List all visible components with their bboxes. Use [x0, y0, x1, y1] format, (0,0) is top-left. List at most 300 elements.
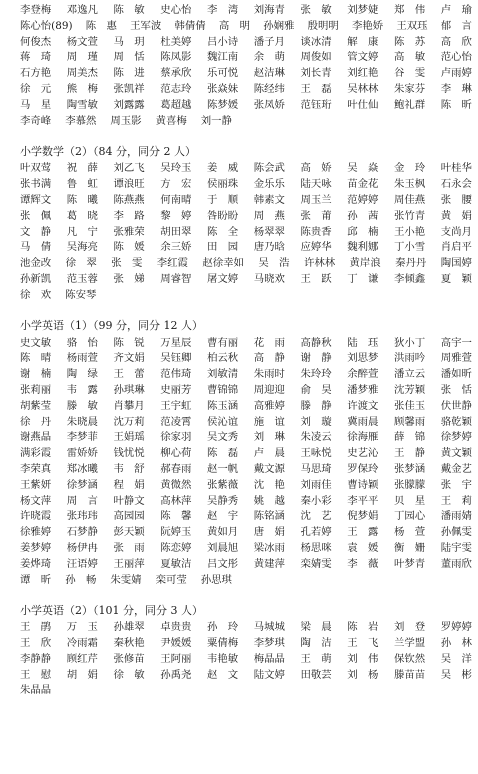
candidate-name: 叶静文 — [113, 494, 145, 507]
candidate-name: 范婷婷 — [347, 193, 379, 206]
candidate-name: 肖攀月 — [113, 399, 145, 412]
candidate-name: 史文敏 — [20, 336, 52, 349]
candidate-name: 范玉蓉 — [66, 272, 98, 285]
candidate-name: 朱晶晶 — [20, 684, 52, 697]
candidate-name: 袁 媛 — [347, 541, 379, 554]
candidate-name: 徐梦婷 — [440, 431, 472, 444]
candidate-name: 俞 昊 — [300, 383, 332, 396]
name-row — [20, 50, 472, 66]
candidate-name: 吴钰卿 — [160, 352, 192, 365]
candidate-name: 张 莆 — [300, 209, 332, 222]
candidate-name: 陶 绿 — [66, 368, 98, 381]
name-row — [20, 541, 472, 557]
candidate-name: 王咏悦 — [300, 447, 332, 460]
candidate-name: 陈心怡(89) — [20, 19, 73, 32]
candidate-name: 蒋 琦 — [20, 51, 52, 64]
candidate-name: 陈会武 — [253, 162, 285, 175]
candidate-name: 陆文婷 — [253, 668, 285, 681]
name-row — [20, 288, 472, 304]
candidate-name: 吴 浩 — [258, 257, 290, 270]
candidate-name: 徐雅婷 — [20, 526, 52, 539]
candidate-name: 胡田翠 — [160, 225, 192, 238]
candidate-name: 吴文秀 — [207, 431, 239, 444]
candidate-name: 李 路 — [113, 209, 145, 222]
candidate-name: 孙雄翠 — [113, 621, 145, 634]
candidate-name: 刘 伟 — [347, 652, 379, 665]
candidate-name: 韦 露 — [66, 383, 98, 396]
candidate-name: 黄喜梅 — [155, 114, 187, 127]
candidate-name: 李梦菲 — [66, 431, 98, 444]
candidate-name: 马 星 — [20, 98, 52, 111]
name-row — [20, 683, 472, 699]
candidate-name: 余醉萱 — [347, 368, 379, 381]
candidate-name: 陈铭涵 — [253, 510, 285, 523]
candidate-name: 王 飞 — [347, 637, 379, 650]
candidate-name: 程 娟 — [113, 478, 145, 491]
candidate-name: 陈 媛 — [113, 241, 145, 254]
candidate-name: 高静秋 — [300, 336, 332, 349]
candidate-name: 郝春雨 — [160, 462, 192, 475]
candidate-name: 陈 馨 — [160, 510, 192, 523]
candidate-name: 王 欣 — [20, 637, 52, 650]
candidate-name: 陈 惠 — [85, 19, 117, 32]
candidate-name: 金乐乐 — [253, 178, 285, 191]
candidate-name: 肖启平 — [440, 241, 472, 254]
candidate-name: 刘思梦 — [347, 352, 379, 365]
candidate-name: 邓逸凡 — [66, 4, 98, 16]
name-row — [20, 336, 472, 352]
candidate-name: 高园园 — [113, 510, 145, 523]
name-row — [20, 82, 472, 98]
candidate-name: 顾馨雨 — [394, 415, 426, 428]
candidate-name: 于 顺 — [207, 193, 239, 206]
candidate-name: 沈 艺 — [300, 510, 332, 523]
candidate-name: 方 宏 — [160, 178, 192, 191]
candidate-name: 张书满 — [20, 178, 52, 191]
candidate-name: 刘海青 — [253, 4, 285, 16]
candidate-name: 凡 宁 — [66, 225, 98, 238]
candidate-name: 满彩霞 — [20, 447, 52, 460]
candidate-name: 高宇一 — [440, 336, 472, 349]
candidate-name: 徐 欢 — [20, 288, 52, 301]
name-row — [20, 399, 472, 415]
candidate-name: 谈冰清 — [300, 35, 332, 48]
candidate-name: 池金改 — [20, 257, 52, 270]
candidate-name: 范凌霄 — [160, 415, 192, 428]
candidate-name: 万 玉 — [66, 621, 98, 634]
candidate-name: 刘红艳 — [347, 67, 379, 80]
candidate-name: 支尚月 — [440, 225, 472, 238]
candidate-name: 卢 瑜 — [440, 4, 472, 16]
candidate-name: 卢 晨 — [253, 447, 285, 460]
candidate-name: 李奇峰 — [20, 114, 52, 127]
candidate-name: 刘梦婕 — [347, 4, 379, 16]
candidate-name: 丁 谦 — [347, 272, 379, 285]
candidate-name: 罗保玲 — [347, 462, 379, 475]
candidate-name: 徐 敏 — [113, 668, 145, 681]
candidate-name: 李梦琪 — [253, 637, 285, 650]
candidate-name: 黄如月 — [207, 526, 239, 539]
name-row — [20, 430, 472, 446]
candidate-name: 王 跃 — [300, 272, 332, 285]
candidate-name: 许林林 — [303, 257, 336, 270]
candidate-name: 刘晨旭 — [207, 541, 239, 554]
candidate-name: 刘 琳 — [253, 431, 285, 444]
candidate-name: 马晓欢 — [253, 272, 285, 285]
name-row — [20, 462, 472, 478]
candidate-name: 何南晴 — [160, 193, 192, 206]
candidate-name: 兰学盟 — [394, 637, 426, 650]
candidate-name: 粟倩梅 — [207, 637, 239, 650]
candidate-name: 史丽芳 — [160, 383, 192, 396]
candidate-name: 李 薇 — [347, 557, 379, 570]
candidate-name: 孙 畅 — [65, 573, 97, 586]
candidate-name: 张 宇 — [440, 478, 472, 491]
candidate-name: 谢燕晶 — [20, 431, 52, 444]
candidate-name: 雷娇娇 — [66, 447, 98, 460]
candidate-name: 徐 翠 — [65, 257, 97, 270]
section-heading: 小学英语（1）（99 分，同分 12 人） — [20, 319, 203, 333]
candidate-name: 沈芳颖 — [394, 383, 426, 396]
candidate-name: 李红霞 — [156, 257, 188, 270]
candidate-name: 王小艳 — [394, 225, 426, 238]
candidate-name: 杨雨萱 — [66, 352, 98, 365]
candidate-name: 张 雨 — [113, 541, 145, 554]
candidate-name: 伏世静 — [440, 399, 472, 412]
candidate-name: 韩倩倩 — [174, 19, 206, 32]
candidate-name: 石方艳 — [20, 67, 52, 80]
candidate-name: 范伟琦 — [160, 368, 192, 381]
candidate-name: 陈凤影 — [160, 51, 192, 64]
candidate-name: 徐海雁 — [347, 431, 379, 444]
candidate-name: 徐 丹 — [20, 415, 52, 428]
candidate-name: 罗婷婷 — [440, 621, 472, 634]
candidate-name: 吕文彤 — [207, 557, 239, 570]
candidate-name: 周 恬 — [113, 51, 145, 64]
section-heading: 小学数学（2）（84 分，同分 2 人） — [20, 144, 196, 158]
candidate-name: 叶梦青 — [394, 557, 426, 570]
candidate-name: 阮婷玉 — [160, 526, 192, 539]
candidate-name: 高 娇 — [300, 162, 332, 175]
candidate-name: 陈 锐 — [113, 336, 145, 349]
candidate-name: 史艺沁 — [347, 447, 379, 460]
candidate-name: 梁冰雨 — [253, 541, 285, 554]
candidate-name: 王 萌 — [300, 652, 332, 665]
candidate-name: 赵洁琳 — [253, 67, 285, 80]
candidate-name: 朱玉枫 — [394, 178, 426, 191]
candidate-name: 张莉丽 — [20, 383, 52, 396]
name-row — [20, 557, 472, 573]
candidate-name: 周 言 — [66, 494, 98, 507]
candidate-name: 栾婧雯 — [300, 557, 332, 570]
candidate-name: 刘乙飞 — [113, 162, 145, 175]
candidate-name: 薛 锦 — [394, 431, 426, 444]
candidate-name: 周玉影 — [110, 114, 142, 127]
candidate-name: 刘一静 — [200, 114, 232, 127]
candidate-name: 孙娴雅 — [263, 19, 295, 32]
candidate-name: 张 恬 — [440, 383, 472, 396]
candidate-name: 姚 越 — [253, 494, 285, 507]
candidate-name: 谭 昕 — [20, 573, 52, 586]
candidate-name: 周 燕 — [253, 209, 285, 222]
candidate-name: 保钦然 — [394, 652, 426, 665]
candidate-name: 叶桂华 — [440, 162, 472, 175]
candidate-name: 沈 艳 — [253, 478, 285, 491]
result-section — [20, 3, 472, 129]
name-row — [20, 177, 472, 193]
candidate-name: 周玉兰 — [300, 193, 332, 206]
candidate-name: 孙琪琳 — [113, 383, 145, 396]
candidate-name: 王双珏 — [396, 19, 428, 32]
candidate-name: 许渡文 — [347, 399, 379, 412]
candidate-name: 陆天咏 — [300, 178, 332, 191]
name-row — [20, 668, 472, 684]
candidate-name: 杨 萱 — [394, 526, 426, 539]
candidate-name: 吴林林 — [347, 82, 379, 95]
candidate-name: 孙思琪 — [200, 573, 232, 586]
candidate-name: 高 静 — [253, 352, 285, 365]
candidate-name: 朱晓晨 — [66, 415, 98, 428]
candidate-name: 张 娣 — [113, 272, 145, 285]
candidate-name: 叶仕仙 — [347, 98, 379, 111]
candidate-name: 韦艳敏 — [207, 652, 239, 665]
candidate-name: 梅晶晶 — [253, 652, 285, 665]
candidate-name: 朱家芬 — [394, 82, 426, 95]
candidate-name: 田 园 — [207, 241, 239, 254]
name-row — [20, 383, 472, 399]
candidate-name: 周迎迎 — [253, 383, 285, 396]
candidate-name: 贝 星 — [394, 494, 426, 507]
candidate-name: 余 萌 — [253, 51, 285, 64]
candidate-name: 滕苗苗 — [394, 668, 426, 681]
candidate-name: 郁 言 — [440, 19, 472, 32]
candidate-name: 马 玥 — [113, 35, 145, 48]
candidate-name: 高林萍 — [160, 494, 192, 507]
candidate-name: 周 瑾 — [66, 51, 98, 64]
candidate-name: 杜美婷 — [160, 35, 192, 48]
candidate-name: 陈经纬 — [253, 82, 285, 95]
candidate-name: 张佳玉 — [394, 399, 426, 412]
candidate-name: 尹媛媛 — [160, 637, 192, 650]
result-section — [20, 603, 472, 699]
candidate-name: 陈贵香 — [300, 225, 332, 238]
candidate-name: 高雅婷 — [253, 399, 285, 412]
candidate-name: 黄建萍 — [253, 557, 285, 570]
candidate-name: 施 谊 — [253, 415, 285, 428]
candidate-name: 高 明 — [218, 19, 251, 32]
candidate-name: 王宇虹 — [160, 399, 192, 412]
name-row — [20, 367, 472, 383]
candidate-name: 黄 娟 — [440, 209, 472, 222]
candidate-name: 戴文源 — [253, 462, 285, 475]
candidate-name: 陈 苏 — [394, 35, 426, 48]
candidate-name: 谢 静 — [300, 352, 332, 365]
candidate-name: 马城城 — [253, 621, 285, 634]
candidate-name: 李 湾 — [207, 4, 239, 16]
candidate-name: 李登梅 — [20, 4, 52, 16]
candidate-name: 潘子月 — [253, 35, 285, 48]
candidate-name: 孙 玲 — [207, 621, 239, 634]
candidate-name: 刘雨佳 — [300, 478, 332, 491]
candidate-name: 应婷华 — [300, 241, 332, 254]
candidate-name: 孔若婷 — [300, 526, 332, 539]
candidate-name: 王 慰 — [20, 668, 52, 681]
candidate-name: 李倾鑫 — [394, 272, 426, 285]
candidate-name: 谷 雯 — [394, 67, 426, 80]
candidate-name: 胡紫莹 — [20, 399, 52, 412]
candidate-name: 李 琳 — [440, 82, 472, 95]
name-row — [20, 161, 472, 177]
candidate-name: 冷雨霜 — [66, 637, 98, 650]
candidate-name: 赵 文 — [207, 668, 239, 681]
candidate-name: 柳心荷 — [160, 447, 192, 460]
name-row — [20, 35, 472, 51]
name-row — [20, 19, 472, 35]
candidate-name: 李荣真 — [20, 462, 52, 475]
name-row — [20, 652, 472, 668]
candidate-name: 黄岸浪 — [349, 257, 381, 270]
candidate-name: 张 敏 — [300, 4, 332, 16]
candidate-name: 丁小雪 — [394, 241, 426, 254]
candidate-name: 黄微然 — [160, 478, 192, 491]
candidate-name: 骆 怡 — [66, 336, 98, 349]
candidate-name: 高 欣 — [440, 35, 472, 48]
candidate-name: 解 康 — [347, 35, 379, 48]
candidate-name: 秦秋艳 — [113, 637, 145, 650]
candidate-name: 咎盼盼 — [207, 209, 239, 222]
candidate-name: 石永会 — [440, 178, 472, 191]
candidate-name: 陈 敏 — [113, 4, 145, 16]
candidate-name: 王军波 — [130, 19, 162, 32]
candidate-name: 陆 珏 — [347, 336, 379, 349]
candidate-name: 潘雨婧 — [440, 510, 472, 523]
name-row — [20, 620, 472, 636]
candidate-name: 管文婷 — [347, 51, 379, 64]
candidate-name: 赵徐幸如 — [202, 257, 244, 270]
candidate-name: 朱玲玲 — [300, 368, 332, 381]
candidate-name: 徐梦涵 — [66, 478, 98, 491]
candidate-name: 陶 洁 — [300, 637, 332, 650]
candidate-name: 王 鹃 — [20, 621, 52, 634]
candidate-name: 姜烨琦 — [20, 557, 52, 570]
candidate-name: 范钰珩 — [300, 98, 332, 111]
candidate-name: 姜 威 — [207, 162, 239, 175]
candidate-name: 赵一帆 — [207, 462, 239, 475]
candidate-name: 骆乾颖 — [440, 415, 472, 428]
candidate-name: 王 磊 — [300, 82, 332, 95]
candidate-name: 花 雨 — [253, 336, 285, 349]
candidate-name: 滕 敏 — [66, 399, 98, 412]
candidate-name: 张修苗 — [113, 652, 145, 665]
candidate-name: 李艳娇 — [351, 19, 384, 32]
name-row — [20, 98, 472, 114]
candidate-name: 杨翠翠 — [253, 225, 285, 238]
candidate-name: 谭辉文 — [20, 193, 52, 206]
candidate-name: 陈 曦 — [66, 193, 98, 206]
candidate-name: 张紫薇 — [207, 478, 239, 491]
candidate-name: 彭天颖 — [113, 526, 145, 539]
candidate-name: 苗金花 — [347, 178, 379, 191]
candidate-name: 王紫妍 — [20, 478, 52, 491]
candidate-name: 杨文萱 — [66, 35, 98, 48]
name-row — [20, 509, 472, 525]
name-row — [20, 478, 472, 494]
candidate-name: 吴玲玉 — [160, 162, 192, 175]
candidate-name: 陈恋婷 — [160, 541, 192, 554]
candidate-name: 何俊杰 — [20, 35, 52, 48]
candidate-name: 张朦朦 — [394, 478, 426, 491]
candidate-name: 蔡承欣 — [160, 67, 192, 80]
candidate-name: 金 玲 — [394, 162, 426, 175]
candidate-name: 张凤娇 — [253, 98, 285, 111]
candidate-name: 胡 娟 — [66, 668, 98, 681]
candidate-name: 杨文萍 — [20, 494, 52, 507]
candidate-name: 洪雨吟 — [394, 352, 426, 365]
candidate-name: 刘敏清 — [207, 368, 239, 381]
candidate-name: 王 静 — [394, 447, 426, 460]
candidate-name: 张 佩 — [20, 209, 52, 222]
name-row — [20, 66, 472, 82]
name-row — [20, 494, 472, 510]
name-row — [20, 525, 472, 541]
candidate-name: 周雅萱 — [440, 352, 472, 365]
candidate-name: 周睿智 — [160, 272, 192, 285]
name-row — [20, 272, 472, 288]
candidate-name: 邱 楠 — [347, 225, 379, 238]
candidate-name: 张凯祥 — [113, 82, 145, 95]
candidate-name: 刘 杨 — [347, 668, 379, 681]
candidate-name: 黄文颖 — [440, 447, 472, 460]
candidate-name: 倪梦娟 — [347, 510, 379, 523]
candidate-name: 叶双莺 — [20, 162, 52, 175]
candidate-name: 韦 舒 — [113, 462, 145, 475]
section-heading: 小学英语（2）（101 分，同分 3 人） — [20, 603, 203, 617]
candidate-name: 卓贵贵 — [160, 621, 192, 634]
candidate-name: 顾红芹 — [66, 652, 98, 665]
candidate-name: 衡 姗 — [394, 541, 426, 554]
candidate-name: 吕小诗 — [207, 35, 239, 48]
name-row — [20, 446, 472, 462]
candidate-name: 张玮玮 — [66, 510, 98, 523]
candidate-name: 熊 梅 — [66, 82, 98, 95]
candidate-name: 董雨欣 — [440, 557, 472, 570]
candidate-name: 陈 磊 — [207, 447, 239, 460]
name-row — [20, 240, 472, 256]
candidate-name: 吴 焱 — [347, 162, 379, 175]
candidate-name: 范志玲 — [160, 82, 192, 95]
name-row — [20, 415, 472, 431]
candidate-name: 魏利娜 — [347, 241, 379, 254]
candidate-name: 张 雯 — [111, 257, 143, 270]
candidate-name: 滕 静 — [300, 399, 332, 412]
candidate-name: 刘长青 — [300, 67, 332, 80]
candidate-name: 曹诗颖 — [347, 478, 379, 491]
candidate-name: 柏云秋 — [207, 352, 239, 365]
candidate-name: 杨伊冉 — [66, 541, 98, 554]
candidate-name: 王 露 — [347, 526, 379, 539]
candidate-name: 许晓霞 — [20, 510, 52, 523]
candidate-name: 陈 岩 — [347, 621, 379, 634]
candidate-name: 史心怡 — [160, 4, 192, 16]
candidate-name: 刘露露 — [113, 98, 145, 111]
candidate-name: 丁园心 — [394, 510, 426, 523]
candidate-name: 徐 元 — [20, 82, 52, 95]
candidate-name: 张焱妹 — [207, 82, 239, 95]
candidate-name: 马 倩 — [20, 241, 52, 254]
candidate-name: 郑冰曦 — [66, 462, 98, 475]
candidate-name: 陈 全 — [207, 225, 239, 238]
candidate-name: 潘立云 — [394, 368, 426, 381]
